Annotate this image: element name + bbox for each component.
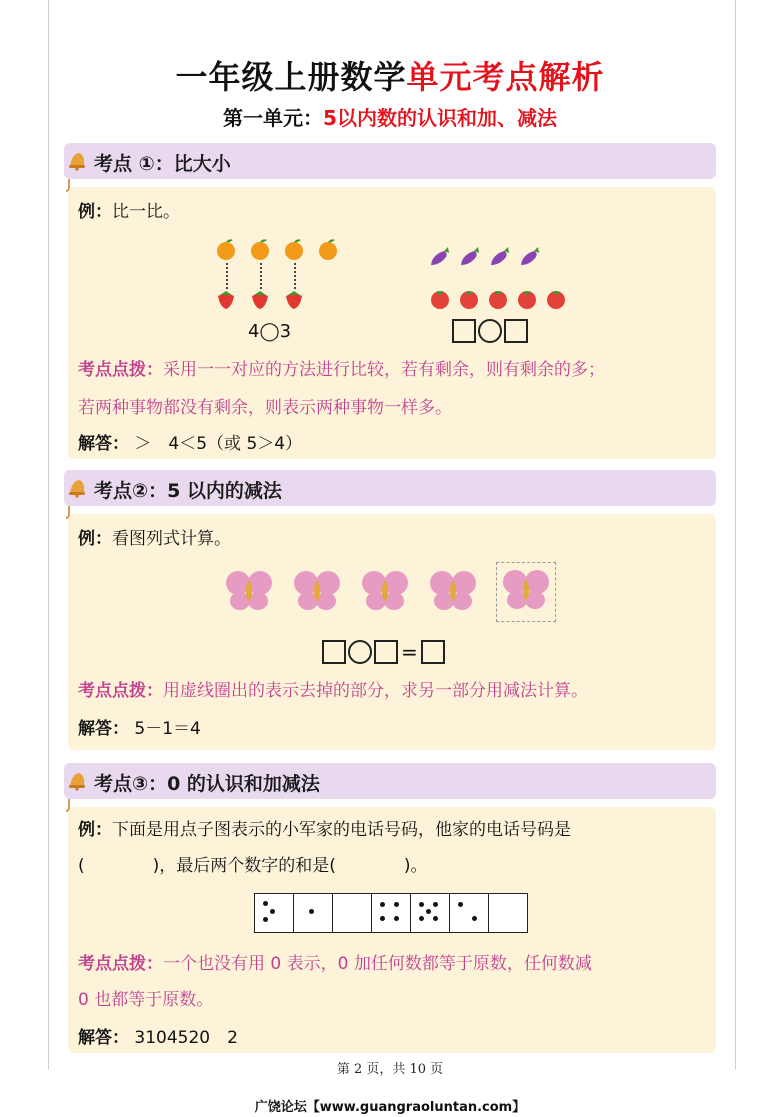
tomato-row xyxy=(428,287,568,311)
match-line xyxy=(226,263,228,289)
strawberry-icon xyxy=(282,287,306,311)
answer-circle xyxy=(348,640,372,664)
tomato-icon xyxy=(486,287,510,311)
strawberry-icon xyxy=(214,287,238,311)
hint-line: 0 也都等于原数。 xyxy=(78,990,214,1010)
site-watermark: 广饶论坛【www.guangraoluntan.com】 xyxy=(254,1100,526,1115)
strawberry-row xyxy=(214,287,306,311)
digit-dot xyxy=(433,916,438,921)
answer-box xyxy=(421,640,445,664)
section-3-title: 考点③：0 的认识和加减法 xyxy=(94,773,320,795)
butterfly-icon xyxy=(292,568,342,614)
match-line xyxy=(260,263,262,289)
tomato-icon xyxy=(544,287,568,311)
digit-dot xyxy=(426,909,431,914)
eggplant-row xyxy=(428,245,542,269)
phone-digit-cell xyxy=(333,894,372,932)
phone-digit-cell xyxy=(450,894,489,932)
hint-line: 考点点拨：用虚线圈出的表示去掉的部分，求另一部分用减法计算。 xyxy=(78,681,588,701)
example-line: ( )，最后两个数字的和是( )。 xyxy=(78,856,428,876)
tomato-icon xyxy=(515,287,539,311)
eggplant-icon xyxy=(518,245,542,269)
digit-dot xyxy=(380,916,385,921)
digit-dot xyxy=(394,916,399,921)
phone-digit-cell xyxy=(372,894,411,932)
eggplant-icon xyxy=(428,245,452,269)
tomato-icon xyxy=(428,287,452,311)
digit-dot xyxy=(263,901,268,906)
section-1-header xyxy=(64,143,716,179)
eggplant-icon xyxy=(458,245,482,269)
phone-dot-diagram xyxy=(254,893,528,933)
orange-icon xyxy=(316,237,340,261)
example-line: 例：下面是用点子图表示的小军家的电话号码，他家的电话号码是 xyxy=(78,820,571,840)
page-title: 一年级上册数学单元考点解析 xyxy=(175,58,605,96)
answer-circle xyxy=(478,319,502,343)
phone-digit-cell xyxy=(294,894,333,932)
page-left-border xyxy=(48,0,49,1070)
section-2-body xyxy=(68,514,716,750)
section-2-header xyxy=(64,470,716,506)
digit-dot xyxy=(458,902,463,907)
orange-icon xyxy=(214,237,238,261)
hint-line: 考点点拨：一个也没有用 0 表示，0 加任何数都等于原数，任何数减 xyxy=(78,954,592,974)
orange-icon xyxy=(282,237,306,261)
butterfly-icon xyxy=(360,568,410,614)
equals-sign: = xyxy=(401,640,418,664)
digit-dot xyxy=(309,909,314,914)
digit-dot xyxy=(394,902,399,907)
butterfly-icon xyxy=(501,567,551,613)
butterfly-row xyxy=(224,568,556,622)
answer-line: 解答： 5－1＝4 xyxy=(78,719,201,739)
answer-box xyxy=(504,319,528,343)
page-number: 第 2 页，共 10 页 xyxy=(336,1062,444,1077)
digit-dot xyxy=(472,916,477,921)
butterfly-icon xyxy=(224,568,274,614)
tomato-icon xyxy=(457,287,481,311)
phone-digit-cell xyxy=(489,894,527,932)
digit-dot xyxy=(263,917,268,922)
answer-box xyxy=(322,640,346,664)
answer-line: 解答： ＞ 4＜5（或 5＞4） xyxy=(78,434,303,454)
left-comparison: 4◯3 xyxy=(248,321,292,342)
strawberry-icon xyxy=(248,287,272,311)
section-3-body xyxy=(68,807,716,1053)
answer-line: 解答： 3104520 2 xyxy=(78,1028,238,1048)
digit-dot xyxy=(419,916,424,921)
digit-dot xyxy=(270,909,275,914)
section-1-title: 考点 ①：比大小 xyxy=(94,153,231,175)
match-line xyxy=(294,263,296,289)
example-line: 例：看图列式计算。 xyxy=(78,529,231,549)
bell-icon xyxy=(66,769,88,791)
orange-row xyxy=(214,237,340,261)
bell-icon xyxy=(66,149,88,171)
digit-dot xyxy=(380,902,385,907)
page-right-border xyxy=(735,0,736,1070)
section-1-body xyxy=(68,187,716,459)
answer-box xyxy=(452,319,476,343)
crossed-out-frame xyxy=(496,562,556,622)
eggplant-icon xyxy=(488,245,512,269)
bell-icon xyxy=(66,476,88,498)
answer-box xyxy=(374,640,398,664)
digit-dot xyxy=(433,902,438,907)
orange-icon xyxy=(248,237,272,261)
phone-digit-cell xyxy=(411,894,450,932)
digit-dot xyxy=(419,902,424,907)
hint-line: 考点点拨：采用一一对应的方法进行比较，若有剩余，则有剩余的多； xyxy=(78,360,605,380)
section-2-title: 考点②：5 以内的减法 xyxy=(94,480,282,502)
hint-line: 若两种事物都没有剩余，则表示两种事物一样多。 xyxy=(78,398,452,418)
phone-digit-cell xyxy=(255,894,294,932)
page-subtitle: 第一单元：5以内数的认识和加、减法 xyxy=(223,106,557,130)
section-3-header xyxy=(64,763,716,799)
right-comparison-blank xyxy=(452,319,528,343)
butterfly-icon xyxy=(428,568,478,614)
equation-blank xyxy=(322,640,445,664)
example-line: 例：比一比。 xyxy=(78,202,180,222)
